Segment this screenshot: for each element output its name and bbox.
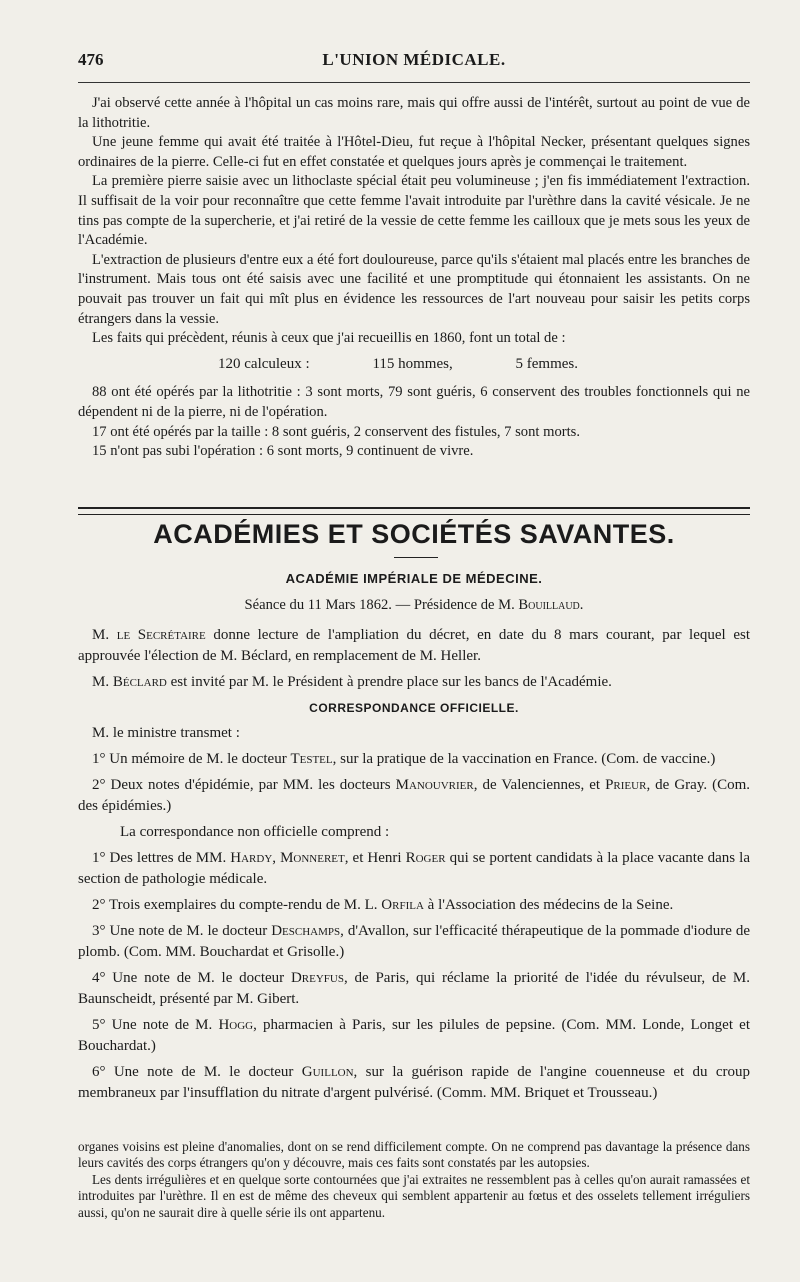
academy-name: ACADÉMIE IMPÉRIALE DE MÉDECINE. [285, 571, 543, 586]
person-name: Guillon [301, 1064, 354, 1080]
session-date: Séance du 11 Mars 1862. — Présidence de M. [244, 597, 519, 613]
article-text [78, 94, 750, 462]
secretary-label: le Secrétaire [116, 627, 206, 643]
correspondence-heading: CORRESPONDANCE OFFICIELLE. [309, 701, 519, 715]
person-name: Dreyfus [290, 970, 344, 986]
journal-title: L'UNION MÉDICALE. [322, 50, 506, 69]
person-name: Hardy [230, 850, 273, 866]
person-name: Orfila [381, 897, 424, 913]
person-name: Béclard [112, 674, 167, 690]
person-name: Monneret [280, 850, 345, 866]
result-lithotritie: 88 ont été opérés par la lithotritie : 3 sont morts, 79 sont guéris, 6 conservent des troubles fonctionnels qui ne dépendent ni de la pierre, ni de l'opération. [78, 384, 750, 420]
article-paragraph: La première pierre saisie avec un lithoclaste spécial était peu volumineuse ; j'en fis immédiatement l'extraction. Il suffisait de la voir pour reconnaître que cette femme l'avait introduite par l'urèthre dans la cavité vésicale. Je ne tins pas compte de la supercherie, et j'ai retiré de la vessie de cette femme les cailloux que je mets sous les yeux de l'Académie. [78, 173, 750, 249]
article-paragraph: J'ai observé cette année à l'hôpital un cas moins rare, mais qui offre aussi de l'intérêt, surtout au point de vue de la lithotritie. [78, 95, 750, 131]
section-title: ACADÉMIES ET SOCIÉTÉS SAVANTES. [153, 519, 675, 549]
unofficial-item: 3° Une note de M. le docteur Deschamps, d'Avallon, sur l'efficacité thérapeutique de la pommade d'iodure de plomb. (Com. MM. Bouchardat et Grisolle.) [78, 923, 750, 960]
session-line [78, 597, 750, 614]
stats-femmes: 5 femmes. [515, 355, 578, 372]
footnote [78, 1139, 750, 1221]
report-paragraph: M. Béclard est invité par M. le Président à prendre place sur les bancs de l'Académie. [92, 674, 612, 690]
unofficial-item: 5° Une note de M. Hogg, pharmacien à Paris, sur les pilules de pepsine. (Com. MM. Londe, Longet et Bouchardat.) [78, 1017, 750, 1054]
article-paragraph: Une jeune femme qui avait été traitée à l'Hôtel-Dieu, fut reçue à l'hôpital Necker, présentant quelques signes ordinaires de la pierre. Celle-ci fut en effet constatée et quelques jours après je commençai le traitement. [78, 134, 750, 170]
report-paragraph: M. le Secrétaire donne lecture de l'ampliation du décret, en date du 8 mars courant, par lequel est approuvée l'élection de M. Béclard, en remplacement de M. Heller. [78, 627, 750, 664]
person-name: Prieur [605, 777, 647, 793]
session-report [78, 625, 750, 1109]
header-rule [78, 82, 750, 83]
report-paragraph: M. le ministre transmet : [92, 725, 240, 741]
footnote-paragraph: Les dents irrégulières et en quelque sorte contournées que j'ai extraites ne ressemblent pas à celles qu'on aurait ramassées et introduites par l'urèthre. Il en est de même des cheveux qui semblent appartenir au fœtus et des osselets tellement irréguliers aussi, qu'on ne saurait dire à quelle série ils ont appartenu. [78, 1171, 750, 1220]
section-divider [78, 507, 750, 515]
stats-line [78, 349, 750, 381]
person-name: Roger [405, 850, 446, 866]
person-name: Testel [290, 751, 333, 767]
president-name: Bouillaud. [518, 597, 584, 613]
unofficial-item: 6° Une note de M. le docteur Guillon, sur la guérison rapide de l'angine couenneuse et du croup membraneux par l'insufflation du nitrate d'argent pulvérisé. (Comm. MM. Briquet et Trousseau.) [78, 1064, 750, 1101]
official-item: 2° Deux notes d'épidémie, par MM. les docteurs Manouvrier, de Valenciennes, et Prieur, de Gray. (Com. des épidémies.) [78, 777, 751, 814]
person-name: Manouvrier [395, 777, 474, 793]
report-paragraph: La correspondance non officielle comprend : [120, 824, 390, 840]
title-underline [394, 557, 438, 558]
unofficial-item: 1° Des lettres de MM. Hardy, Monneret, et Henri Roger qui se portent candidats à la place vacante dans la section de pathologie médicale. [78, 850, 751, 887]
running-head [78, 50, 750, 74]
page-number: 476 [78, 50, 104, 69]
stats-calculeux: 120 calculeux : [218, 355, 310, 372]
footnote-paragraph: organes voisins est pleine d'anomalies, dont on se rend difficilement compte. On ne comprend pas davantage la présence dans leurs cavités des corps étrangers qu'on y découvre, mais ces faits sont constatés par les autopsies. [78, 1139, 750, 1171]
stats-hommes: 115 hommes, [372, 355, 453, 372]
article-paragraph: L'extraction de plusieurs d'entre eux a été fort douloureuse, parce qu'ils s'étaient mal placés entre les branches de l'instrument. Mais tous ont été saisis avec une facilité et une promptitude qui étonnaient les assistants. On ne pouvait pas trouver un fait qui mît plus en évidence les ressources de l'art nouveau pour saisir les petits corps étrangers dans la vessie. [78, 251, 750, 327]
person-name: Deschamps [271, 923, 341, 939]
result-non-operes: 15 n'ont pas subi l'opération : 6 sont morts, 9 continuent de vivre. [92, 443, 474, 460]
unofficial-item: 4° Une note de M. le docteur Dreyfus, de Paris, qui réclame la priorité de l'idée du révulseur, de M. Baunscheidt, présenté par M. Gibert. [78, 970, 750, 1007]
result-taille: 17 ont été opérés par la taille : 8 sont guéris, 2 conservent des fistules, 7 sont morts. [92, 423, 580, 440]
unofficial-item: 2° Trois exemplaires du compte-rendu de M. L. Orfila à l'Association des médecins de la Seine. [92, 897, 674, 913]
article-paragraph: Les faits qui précèdent, réunis à ceux que j'ai recueillis en 1860, font un total de : [92, 330, 566, 347]
official-item: 1° Un mémoire de M. le docteur Testel, sur la pratique de la vaccination en France. (Com. de vaccine.) [92, 751, 716, 767]
person-name: Hogg [218, 1017, 254, 1033]
